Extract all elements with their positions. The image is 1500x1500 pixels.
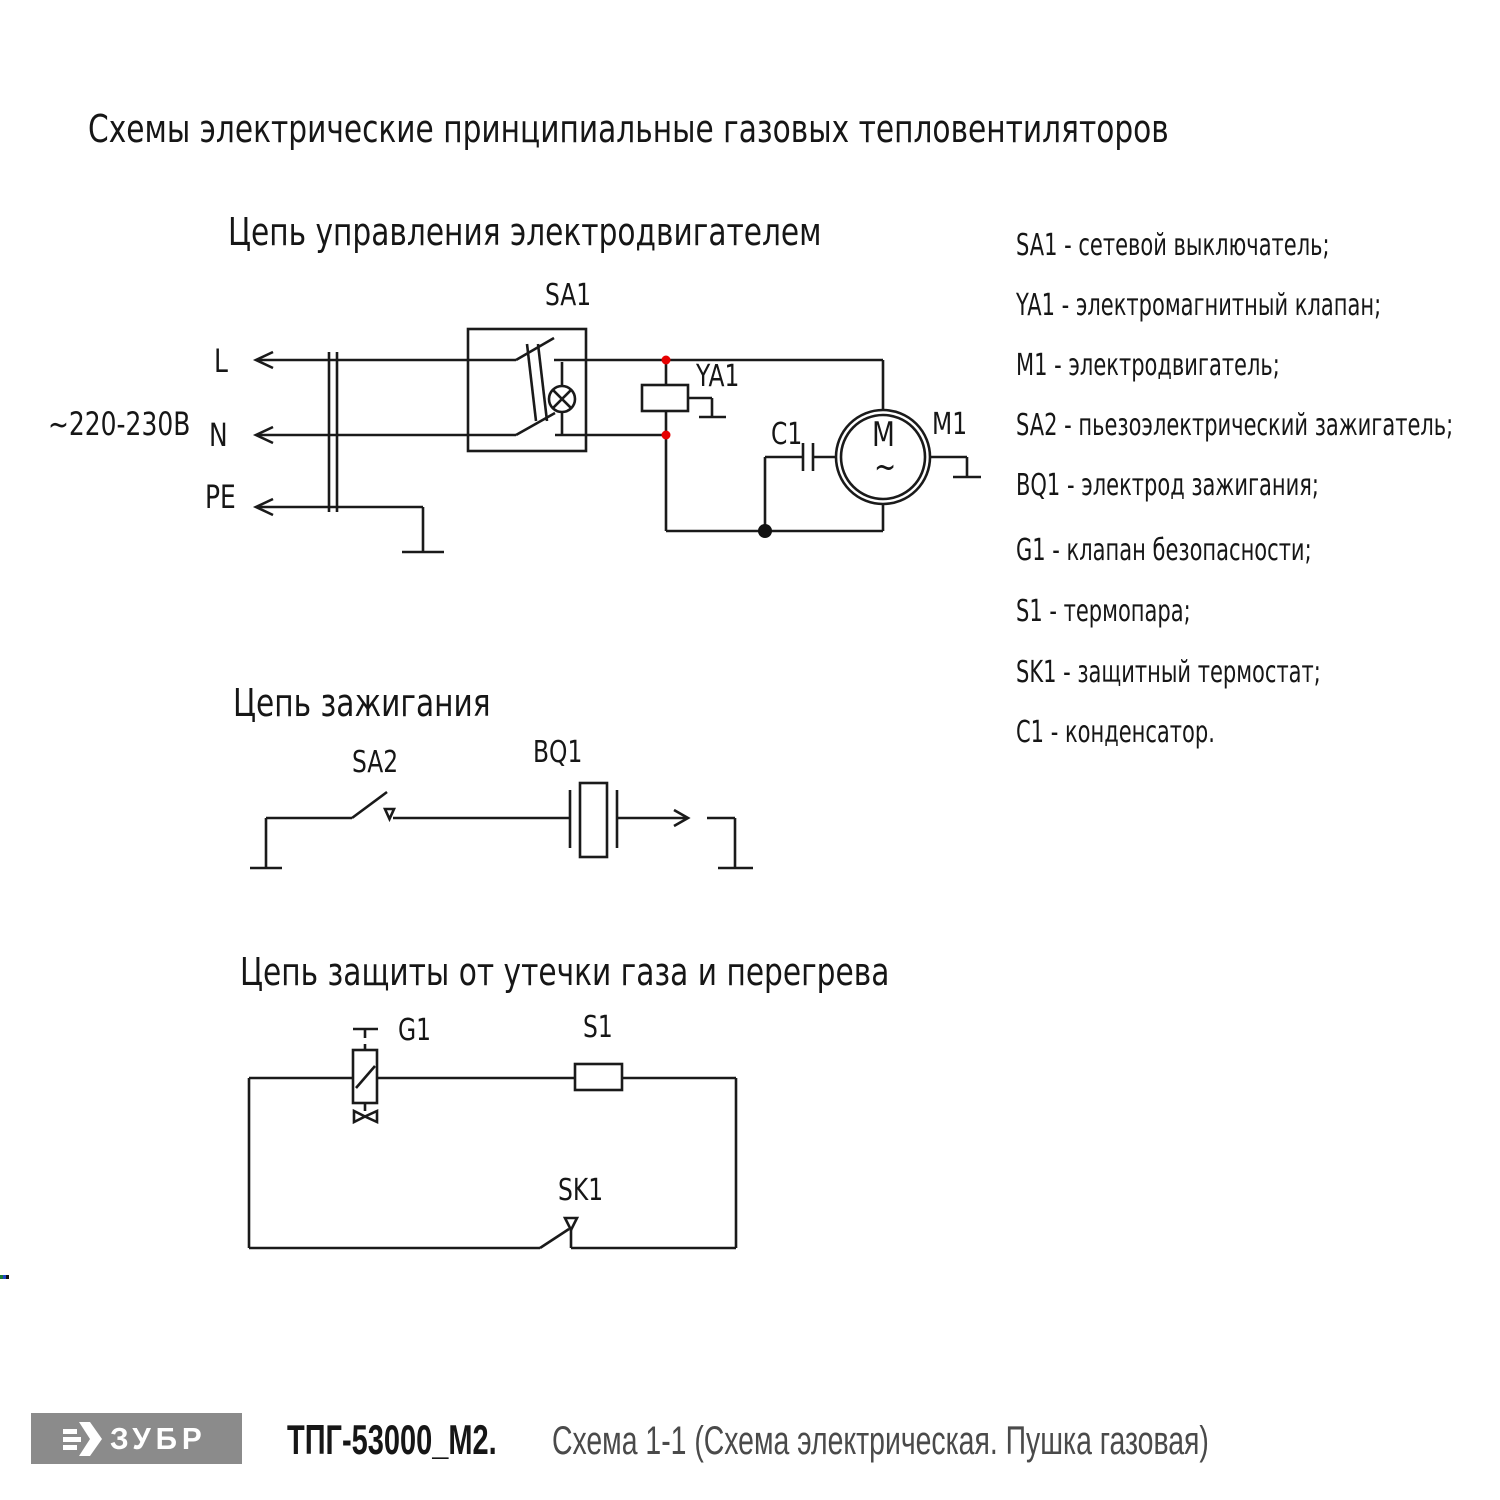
motor-ac-symbol: ~	[874, 447, 897, 487]
circuit-protection	[249, 1029, 736, 1248]
voltage-label: ~220-230В	[48, 405, 191, 443]
motor-letter: M	[872, 415, 895, 455]
label-G1: G1	[398, 1013, 432, 1048]
valve-G1	[353, 1029, 378, 1122]
label-SK1: SK1	[558, 1173, 604, 1208]
junction-dot	[758, 524, 772, 538]
thermostat-SK1	[540, 1218, 577, 1248]
brand-name: ЗУБР	[109, 1420, 207, 1456]
switch-link	[538, 344, 547, 421]
footer-model: ТПГ-53000_М2.	[287, 1416, 497, 1463]
wire-label-N: N	[209, 416, 228, 454]
legend-item: S1 - термопара;	[1016, 594, 1191, 629]
label-BQ1: BQ1	[533, 735, 583, 770]
plug-connector-icon	[329, 352, 337, 512]
legend-item: M1 - электродвигатель;	[1016, 348, 1280, 383]
capacitor-C1	[765, 443, 836, 531]
spark-arrow	[617, 810, 688, 826]
label-M1: M1	[932, 407, 968, 442]
junction-dot-red	[662, 356, 671, 365]
piezo-BQ1	[570, 783, 617, 857]
switch-blade	[540, 1229, 569, 1248]
wire-N	[256, 427, 666, 443]
label-SA1: SA1	[545, 278, 592, 313]
switch-SA2	[352, 792, 394, 819]
legend-item: SK1 - защитный термостат;	[1016, 655, 1321, 690]
circuit3-title: Цепь защиты от утечки газа и перегрева	[240, 950, 890, 994]
switch-link	[527, 344, 536, 421]
screen-artifact-tick	[0, 1275, 3, 1279]
ground-left	[250, 818, 282, 868]
circuit2-title: Цепь зажигания	[233, 681, 491, 725]
legend-item: G1 - клапан безопасности;	[1016, 533, 1312, 568]
label-S1: S1	[583, 1010, 613, 1045]
legend-item: C1 - конденсатор.	[1016, 715, 1215, 750]
contact-triangle-icon	[565, 1218, 577, 1230]
footer-caption: Схема 1-1 (Схема электрическая. Пушка газовая)	[552, 1419, 1209, 1463]
page-title: Схемы электрические принципиальные газовых тепловентиляторов	[88, 107, 1169, 151]
legend-item: SA1 - сетевой выключатель;	[1016, 228, 1330, 263]
junction-dot-red	[662, 431, 671, 440]
circuit-ignition	[250, 783, 753, 868]
wire-label-L: L	[214, 342, 228, 380]
thermocouple-S1	[575, 1064, 622, 1090]
contact-triangle-icon	[385, 809, 394, 819]
brand-logo	[31, 1413, 242, 1464]
legend-item: YA1 - электромагнитный клапан;	[1016, 288, 1382, 323]
spark-electrode	[707, 818, 753, 868]
label-YA1: YA1	[696, 359, 740, 394]
legend-item: BQ1 - электрод зажигания;	[1016, 468, 1319, 503]
zubr-arrow-icon	[63, 1419, 103, 1459]
switch-blade	[352, 792, 387, 818]
valve-bowtie-icon	[365, 1111, 377, 1122]
switch-SA1	[468, 329, 586, 451]
wire-L	[256, 352, 883, 368]
label-SA2: SA2	[352, 745, 399, 780]
lamp-icon	[549, 362, 575, 435]
wire-label-PE: PE	[205, 478, 236, 516]
legend-item: SA2 - пьезоэлектрический зажигатель;	[1016, 408, 1454, 443]
switch-blade	[516, 338, 554, 360]
circuit1-title: Цепь управления электродвигателем	[228, 210, 822, 254]
wire-PE	[256, 499, 444, 552]
motor-M1	[836, 360, 981, 531]
label-C1: C1	[771, 417, 803, 452]
